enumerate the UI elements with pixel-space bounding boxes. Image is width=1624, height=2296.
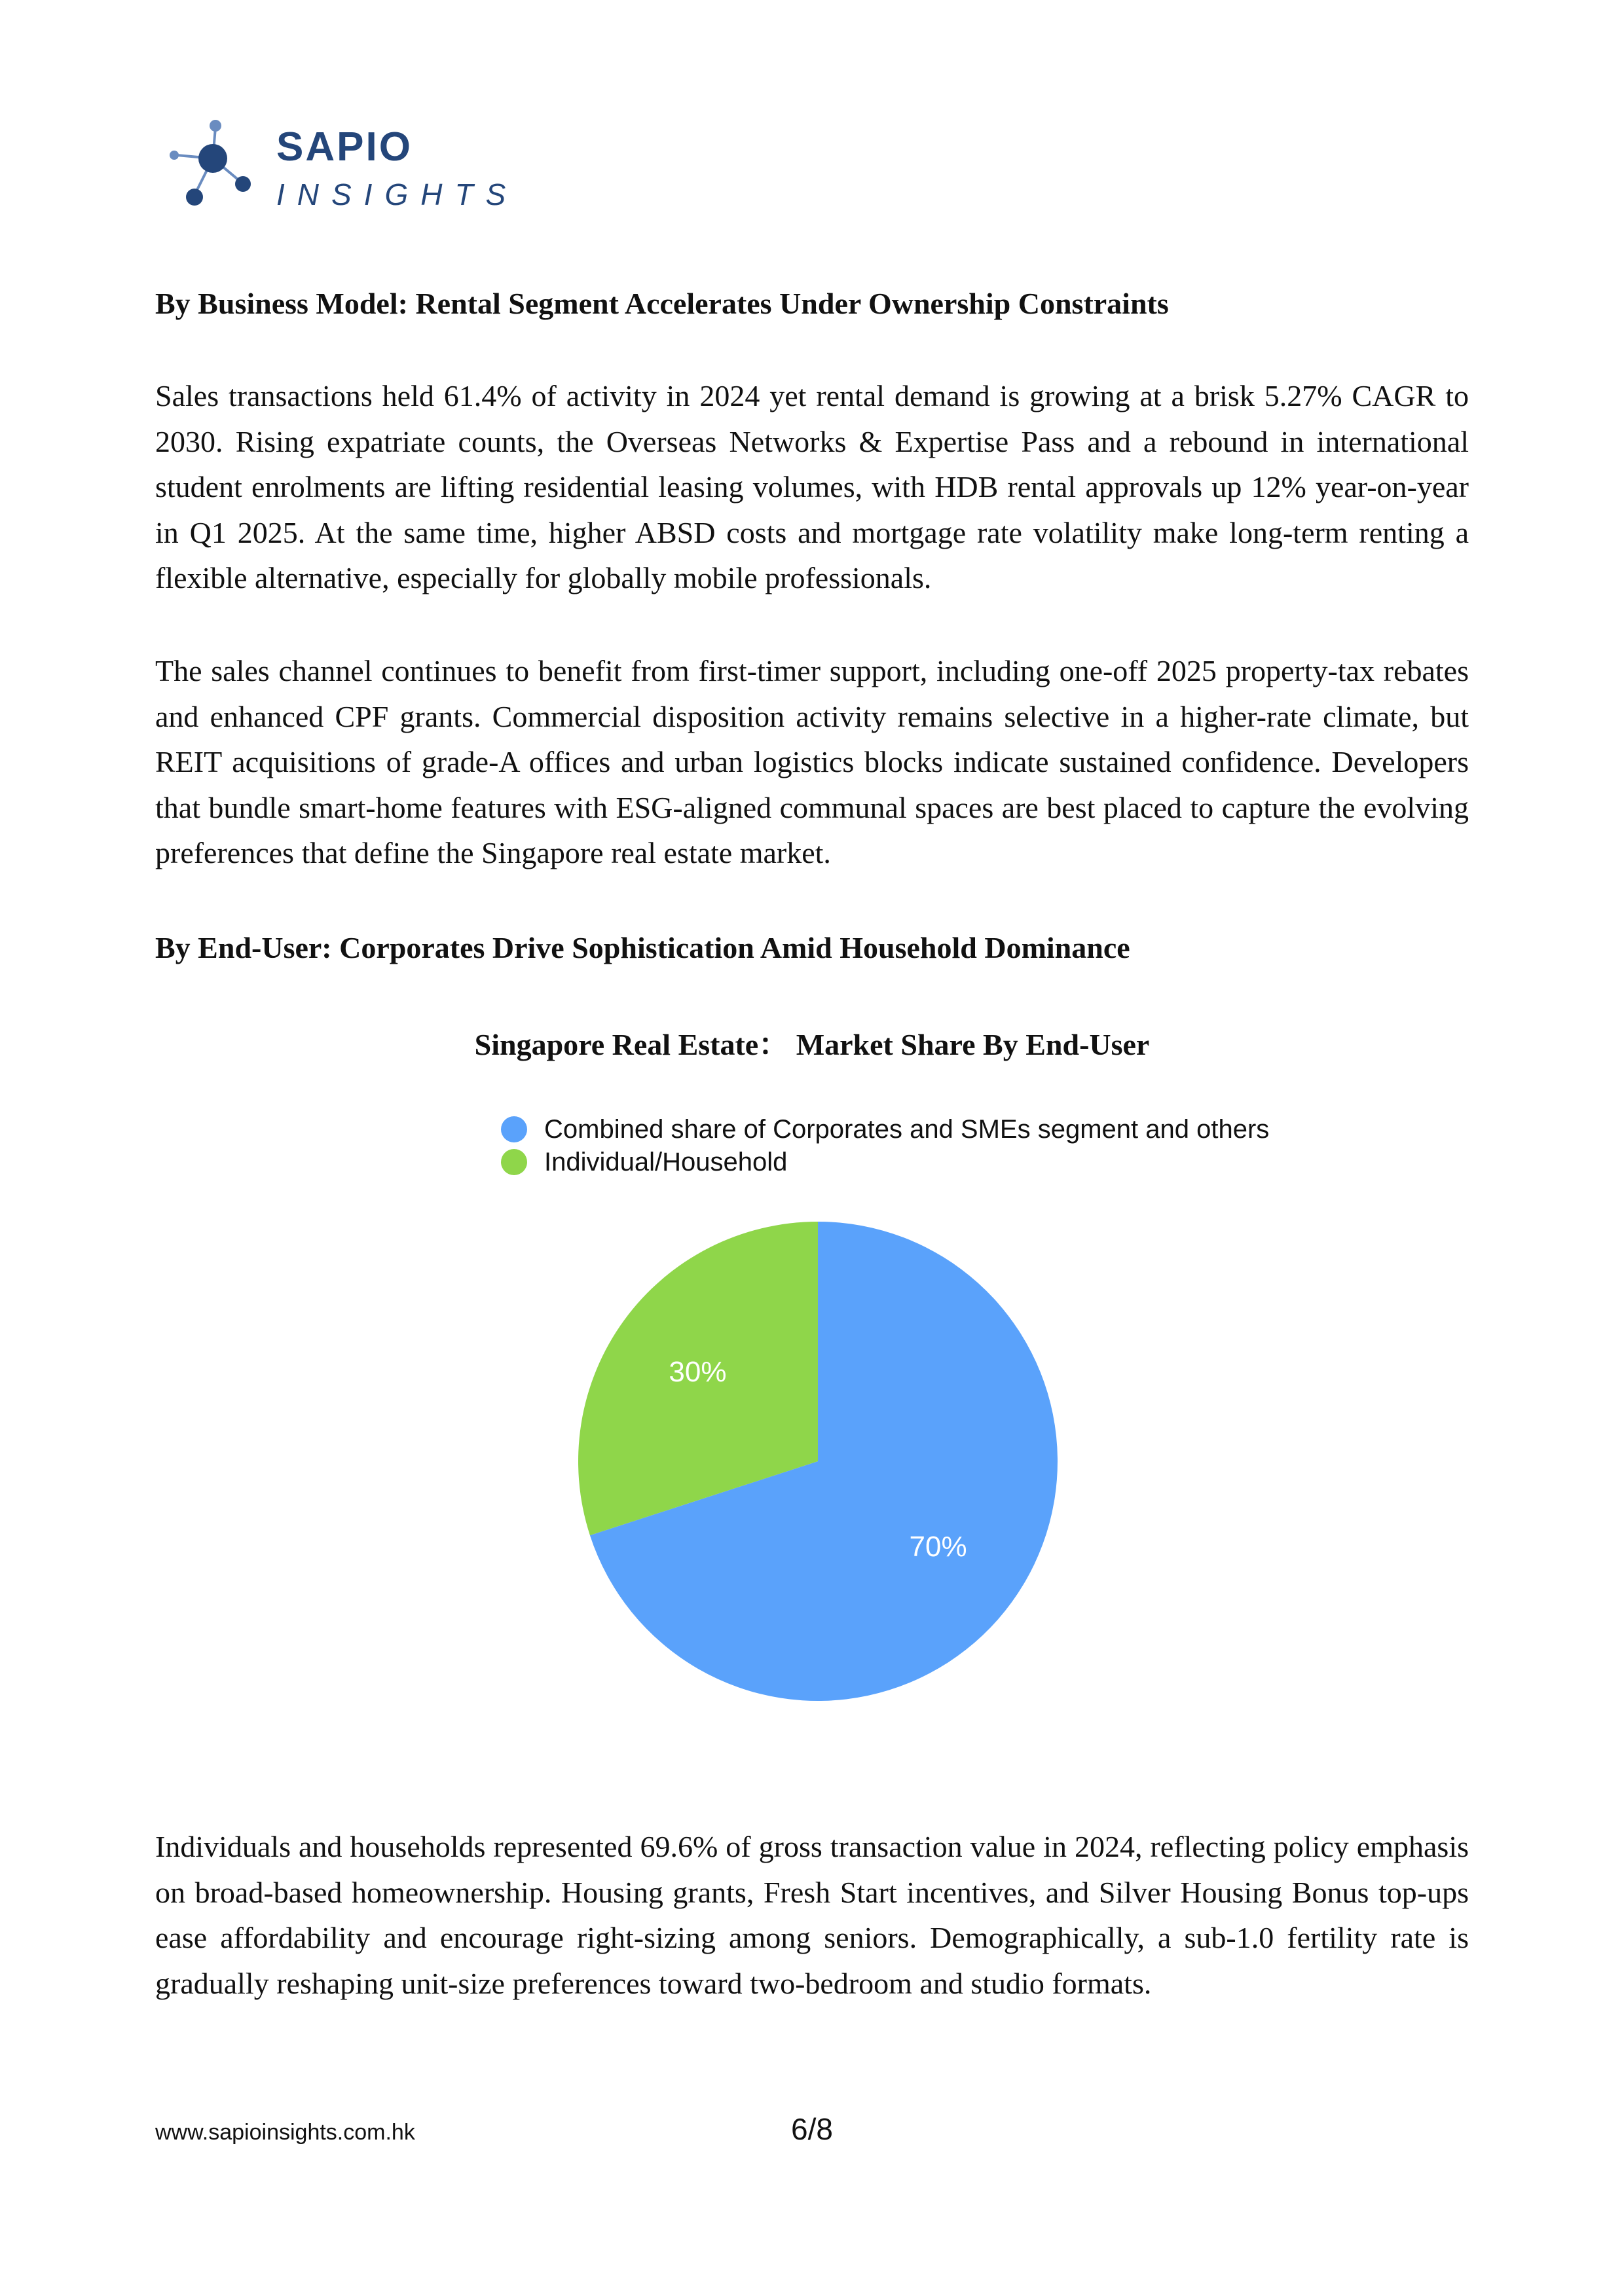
footer-website-link[interactable]: www.sapioinsights.com.hk [155,2120,415,2145]
page-number: 6/8 [791,2112,833,2146]
section-heading-end-user: By End-User: Corporates Drive Sophistication Amid Household Dominance [155,931,1130,964]
section-heading-business-model: By Business Model: Rental Segment Accelerates Under Ownership Constraints [155,287,1169,320]
legend-label-household: Individual/Household [544,1147,788,1176]
pie-label-household: 30% [669,1356,727,1389]
legend-label-corporates: Combined share of Corporates and SMEs segment and others [544,1114,1270,1144]
paragraph-households: Individuals and households represented 69.6% of gross transaction value in 2024, reflecting policy emphasis on broad-based homeownership. Housing grants, Fresh Start incentives, and Silver Housing Bonus top-ups ease affordability and encourage right-sizing among seniors. Demographically, a sub-1.0 fertility rate is gradually reshaping unit-size preferences toward two-bedroom and studio formats. [155,1830,1469,2000]
chart-title: Singapore Real Estate： Market Share By End-User [474,1028,1150,1061]
paragraph-sales-channel: The sales channel continues to benefit from first-timer support, including one-off 2025 property-tax rebates and enhanced CPF grants. Commercial disposition activity remains selective in a higher-rate climate, but REIT acquisitions of grade-A offices and urban logistics blocks indicate sustained confidence. Developers that bundle smart-home features with ESG-aligned communal spaces are best placed to capture the evolving preferences that define the Singapore real estate market. [155,654,1469,869]
paragraph-rental-segment: Sales transactions held 61.4% of activity in 2024 yet rental demand is growing at a brisk 5.27% CAGR to 2030. Rising expatriate counts, the Overseas Networks & Expertise Pass and a rebound in international student enrolments are lifting residential leasing volumes, with HDB rental approvals up 12% year-on-year in Q1 2025. At the same time, higher ABSD costs and mortgage rate volatility make long-term renting a flexible alternative, especially for globally mobile professionals. [155,379,1469,594]
pie-label-corporates: 70% [909,1531,967,1563]
logo-title: SAPIO [276,124,413,170]
logo-subtitle: INSIGHTS [276,177,519,211]
